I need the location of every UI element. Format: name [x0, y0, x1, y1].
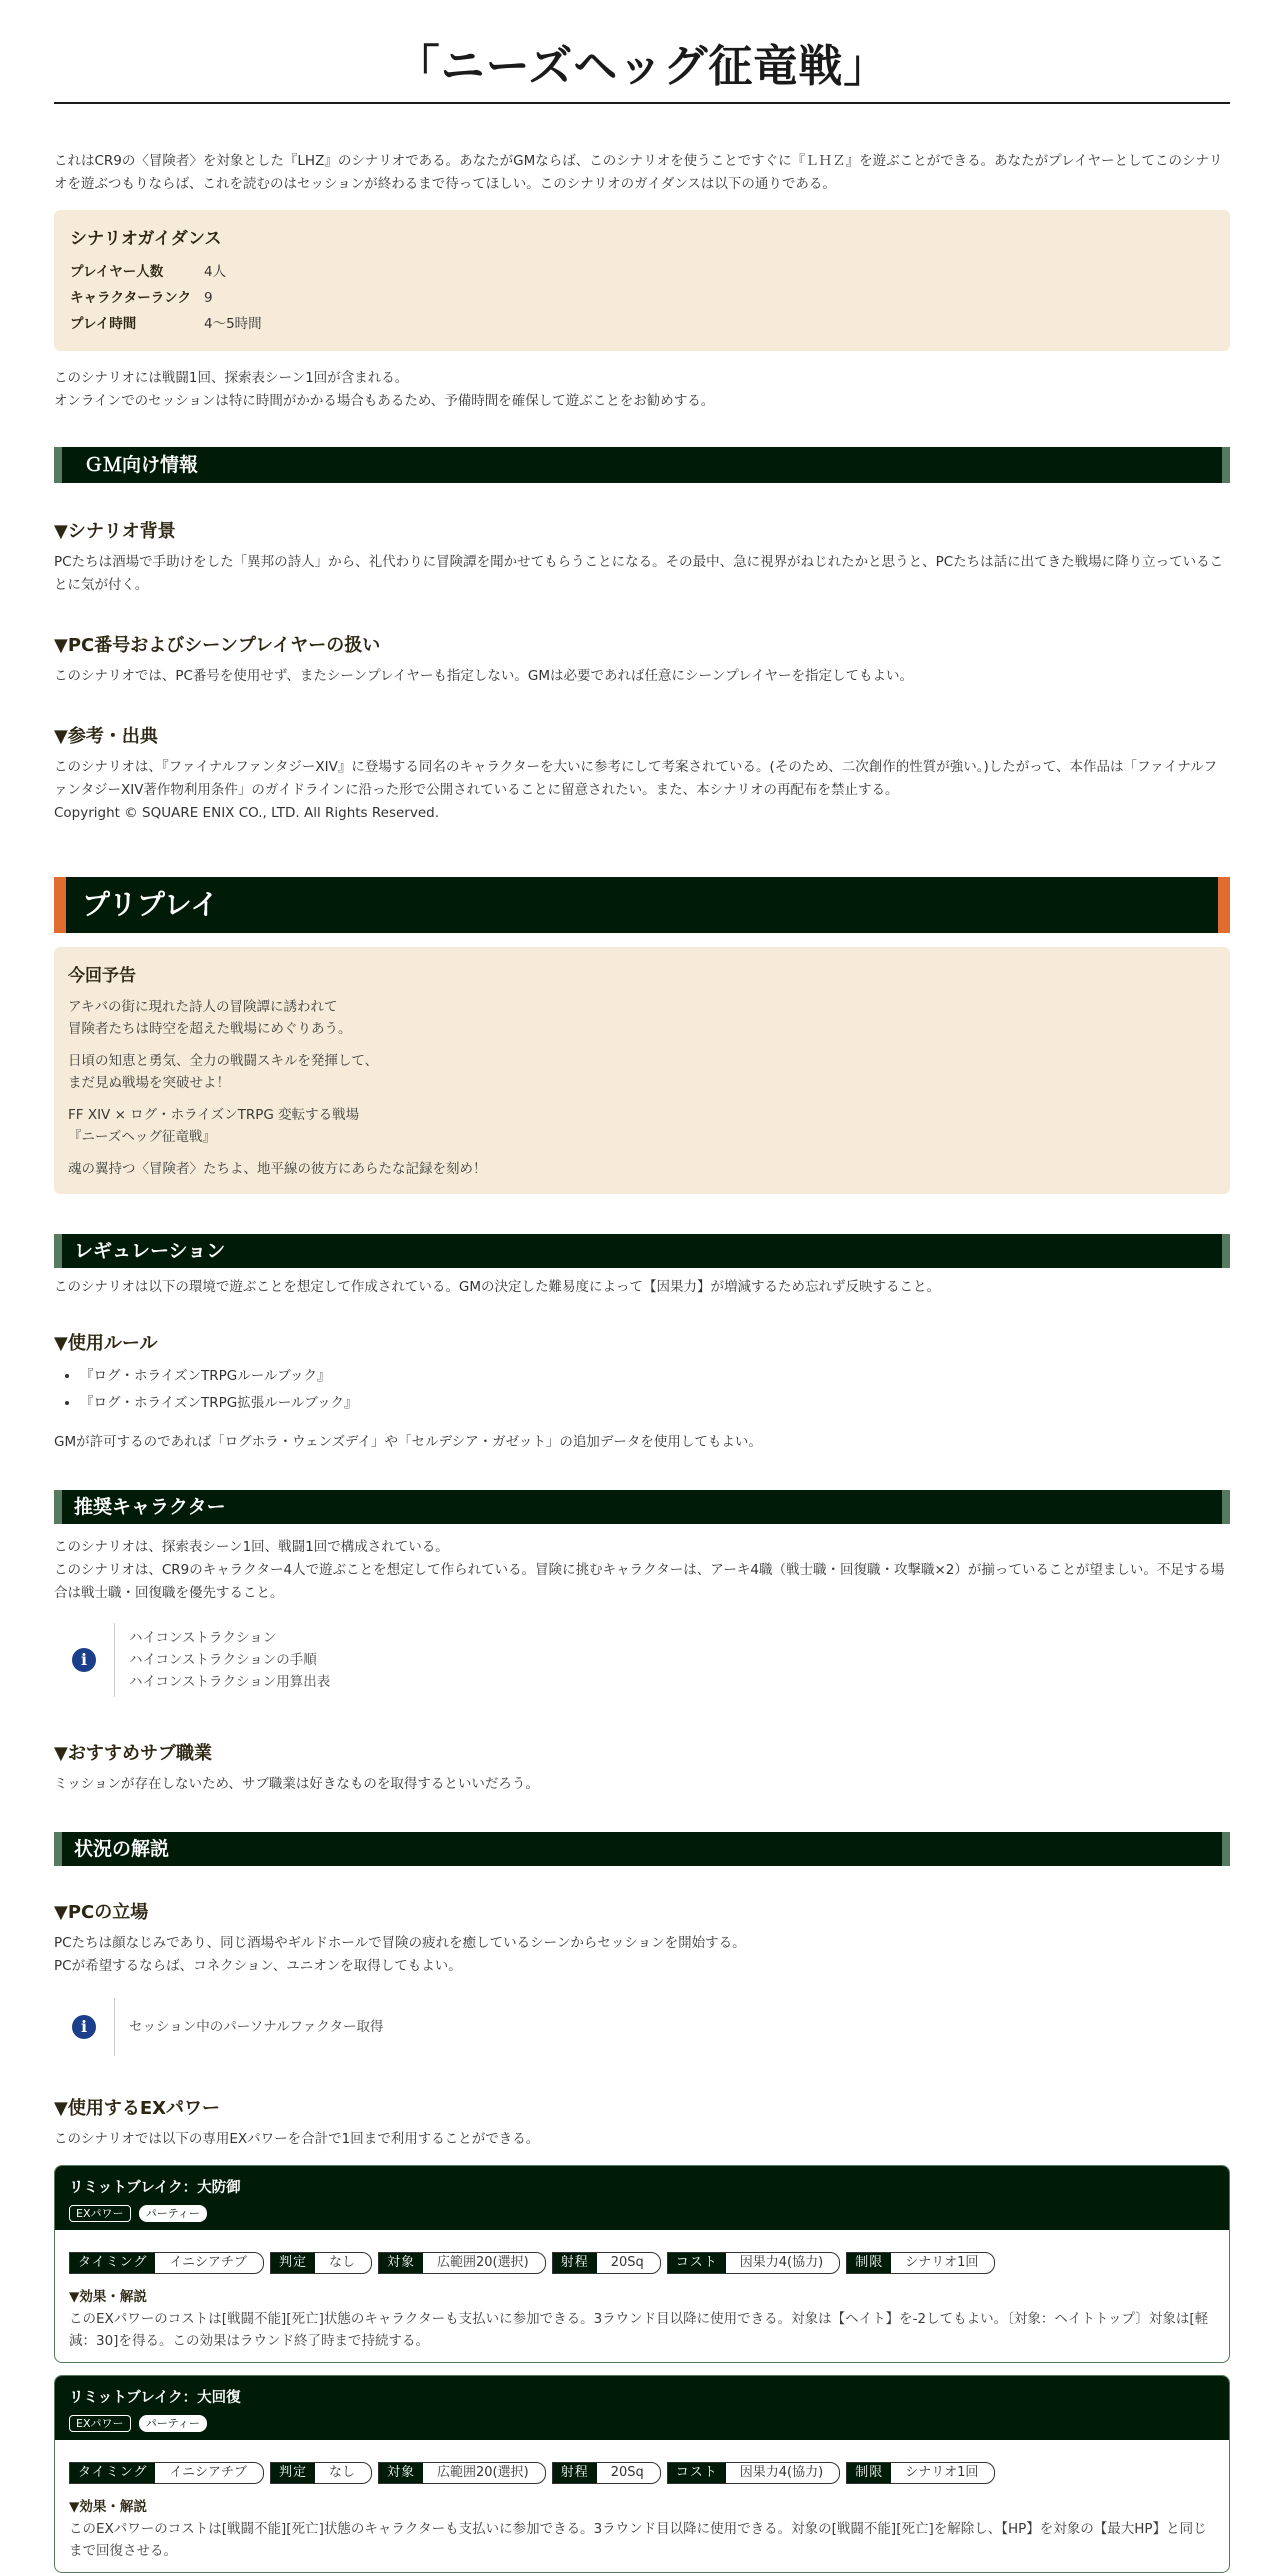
- guidance-row: [70, 259, 1214, 285]
- preview-line: 魂の翼持つ〈冒険者〉たちよ、地平線の彼方にあらたな記録を刻め！: [68, 1161, 487, 1177]
- info-icon: i: [72, 2015, 96, 2039]
- info-lines: [115, 1623, 344, 1697]
- section-heading-gm: ＧＭ向け情報: [54, 447, 1230, 483]
- guidance-row: [70, 311, 1214, 337]
- copyright-text: Copyright © SQUARE ENIX CO., LTD. All Rights Reserved.: [54, 805, 440, 821]
- preview-paragraph: [68, 1050, 1216, 1094]
- ex-power-header: [55, 2376, 1229, 2440]
- param-value: 広範囲20(選択): [437, 2465, 529, 2480]
- section-heading-preplay: プリプレイ: [54, 877, 1230, 933]
- param-timing: [69, 2252, 264, 2274]
- info-icon-wrapper: [54, 1623, 115, 1697]
- gm-pc-number: [54, 631, 1230, 688]
- rules-list: [54, 1363, 1230, 1417]
- param-value: なし: [328, 2255, 355, 2270]
- ex-power-section: [54, 2094, 1230, 2151]
- preview-line: 日頃の知恵と勇気、全力の戦闘スキルを発揮して、: [68, 1053, 379, 1069]
- param-key: 制限: [847, 2463, 891, 2483]
- preview-title: 今回予告: [68, 966, 136, 986]
- info-icon-wrapper: [54, 1998, 115, 2056]
- ex-power-tag: パーティー: [139, 2205, 207, 2222]
- info-link[interactable]: ハイコンストラクション用算出表: [129, 1674, 331, 1690]
- sub-class-section: [54, 1739, 1230, 1796]
- info-box-construction: [54, 1623, 1230, 1697]
- ex-power-name: リミットブレイク：大防御: [69, 2180, 241, 2196]
- guidance-value: 4人: [204, 264, 227, 280]
- param-check: [270, 2252, 372, 2274]
- section-heading-recommended: 推奨キャラクター: [54, 1490, 1230, 1524]
- gm-background: [54, 517, 1230, 597]
- rule-item: • 『ログ・ホライズンTRPG拡張ルールブック』: [80, 1390, 1230, 1417]
- param-limit: [846, 2252, 995, 2274]
- param-value: 20Sq: [610, 2255, 644, 2270]
- preview-line: アキバの街に現れた詩人の冒険譚に誘われて: [68, 999, 338, 1015]
- preview-line: 『ニーズヘッグ征竜戦』: [68, 1129, 216, 1145]
- intro-text: これはCR9の〈冒険者〉を対象とした『LHZ』のシナリオである。あなたがGMならば、このシナリオを使うことですぐに『ＬＨＺ』を遊ぶことができる。あなたがプレイヤーとしてこのシナリオを遊ぶつもりならば、これを読むのはセッションが終わるまで待ってほしい。このシナリオのガイダンスは以下の通りである。: [54, 153, 1223, 192]
- param-key: 射程: [553, 2253, 597, 2273]
- param-value: 因果力4(協力): [739, 2465, 824, 2480]
- ex-power-name: リミットブレイク：大回復: [69, 2390, 241, 2406]
- guidance-value: 9: [204, 290, 213, 306]
- gm-reference: [54, 722, 1230, 825]
- param-limit: [846, 2462, 995, 2484]
- ex-power-card: [54, 2165, 1230, 2363]
- guidance-value: 4～5時間: [204, 316, 262, 332]
- subheading-reference: ▼参考・出典: [54, 726, 158, 747]
- subheading-ex-power: ▼使用するEXパワー: [54, 2098, 221, 2119]
- subheading-background: ▼シナリオ背景: [54, 521, 176, 542]
- param-range: [552, 2462, 661, 2484]
- guidance-box: [54, 210, 1230, 351]
- guidance-key: プレイヤー人数: [70, 264, 164, 280]
- note-line: オンラインでのセッションは特に時間がかかる場合もあるため、予備時間を確保して遊ぶことをお勧めする。: [54, 393, 715, 409]
- pc-position-line: PCが希望するならば、コネクション、ユニオンを取得してもよい。: [54, 1958, 462, 1974]
- param-value: イニシアチブ: [169, 2255, 247, 2270]
- ex-power-body: [55, 2230, 1229, 2362]
- recommended-line: このシナリオは、CR9のキャラクター4人で遊ぶことを想定して作られている。冒険に挑むキャラクターは、アーキ4職（戦士職・回復職・攻撃職×2）が揃っていることが望ましい。不足する場合は戦士職・回復職を優先すること。: [54, 1562, 1225, 1601]
- preview-paragraph: [68, 1158, 1216, 1180]
- rule-item: • 『ログ・ホライズンTRPGルールブック』: [80, 1363, 1230, 1390]
- param-cost: [667, 2252, 840, 2274]
- rules-section: [54, 1329, 1230, 1454]
- reference-text: このシナリオは、『ファイナルファンタジーXIV』に登場する同名のキャラクターを大いに参考にして考案されている。(そのため、二次創作的性質が強い。)したがって、本作品は「ファイナルファンタジーXIV著作物利用条件」のガイドラインに沿った形で公開されていることに留意されたい。また、本シナリオの再配布を禁止する。: [54, 759, 1218, 798]
- note-line: このシナリオには戦闘1回、探索表シーン1回が含まれる。: [54, 370, 409, 386]
- ex-power-params: [69, 2462, 1215, 2484]
- param-key: 判定: [271, 2463, 315, 2483]
- param-value: 20Sq: [610, 2465, 644, 2480]
- guidance-key: キャラクターランク: [70, 290, 191, 306]
- section-heading-regulation: レギュレーション: [54, 1234, 1230, 1268]
- effect-title: ▼効果・解説: [69, 2289, 147, 2305]
- param-check: [270, 2462, 372, 2484]
- info-icon: i: [72, 1648, 96, 1672]
- info-link[interactable]: セッション中のパーソナルファクター取得: [129, 2019, 384, 2035]
- guidance-title: シナリオガイダンス: [70, 229, 222, 249]
- param-value: シナリオ1回: [905, 2255, 979, 2270]
- preview-paragraph: [68, 996, 1216, 1040]
- info-link[interactable]: ハイコンストラクション: [129, 1630, 277, 1646]
- subheading-pc-number: ▼PC番号およびシーンプレイヤーの扱い: [54, 635, 381, 656]
- ex-power-header: [55, 2166, 1229, 2230]
- subheading-pc-position: ▼PCの立場: [54, 1902, 149, 1923]
- info-lines: [115, 1998, 397, 2056]
- page-title: 「ニーズヘッグ征竜戦」: [54, 0, 1230, 104]
- ex-power-params: [69, 2252, 1215, 2274]
- preview-paragraph: [68, 1104, 1216, 1148]
- param-target: [378, 2252, 546, 2274]
- effect-text: このEXパワーのコストは[戦闘不能][死亡]状態のキャラクターも支払いに参加できる。3ラウンド目以降に使用できる。対象の[戦闘不能][死亡]を解除し、【HP】を対象の【最大HP】と同じまで回復させる。: [69, 2521, 1207, 2559]
- param-key: 判定: [271, 2253, 315, 2273]
- param-range: [552, 2252, 661, 2274]
- param-timing: [69, 2462, 264, 2484]
- subheading-sub-class: ▼おすすめサブ職業: [54, 1743, 213, 1764]
- recommended-text: [54, 1536, 1230, 1605]
- preview-line: 冒険者たちは時空を超えた戦場にめぐりあう。: [68, 1021, 352, 1037]
- guidance-row: [70, 285, 1214, 311]
- sub-class-text: ミッションが存在しないため、サブ職業は好きなものを取得するといいだろう。: [54, 1776, 539, 1792]
- background-text: PCたちは酒場で手助けをした「異邦の詩人」から、礼代わりに冒険譚を聞かせてもらうことになる。その最中、急に視界がねじれたかと思うと、PCたちは話に出てきた戦場に降り立っていることに気が付く。: [54, 554, 1224, 593]
- info-box-personal-factor: [54, 1998, 1230, 2056]
- param-key: 対象: [379, 2253, 423, 2273]
- preview-line: まだ見ぬ戦場を突破せよ！: [68, 1075, 230, 1091]
- param-key: 制限: [847, 2253, 891, 2273]
- effect-title: ▼効果・解説: [69, 2499, 147, 2515]
- ex-power-body: [55, 2440, 1229, 2572]
- param-target: [378, 2462, 546, 2484]
- section-heading-situation: 状況の解説: [54, 1832, 1230, 1866]
- preview-line: FF XIV × ログ・ホライズンTRPG 変転する戦場: [68, 1107, 360, 1123]
- param-key: コスト: [668, 2463, 726, 2483]
- guidance-key: プレイ時間: [70, 316, 137, 332]
- regulation-text: このシナリオは以下の環境で遊ぶことを想定して作成されている。GMの決定した難易度によって【因果力】が増減するため忘れず反映すること。: [54, 1279, 940, 1295]
- ex-power-tag: EXパワー: [69, 2415, 131, 2432]
- param-value: 広範囲20(選択): [437, 2255, 529, 2270]
- param-key: コスト: [668, 2253, 726, 2273]
- param-value: 因果力4(協力): [739, 2255, 824, 2270]
- param-key: 対象: [379, 2463, 423, 2483]
- param-value: なし: [328, 2465, 355, 2480]
- recommended-line: このシナリオは、探索表シーン1回、戦闘1回で構成されている。: [54, 1539, 449, 1555]
- effect-text: このEXパワーのコストは[戦闘不能][死亡]状態のキャラクターも支払いに参加できる。3ラウンド目以降に使用できる。対象は【ヘイト】を-2してもよい。〔対象：ヘイトトップ〕対象は[軽減：30]を得る。この効果はラウンド終了時まで持続する。: [69, 2311, 1209, 2349]
- param-key: タイミング: [70, 2463, 155, 2483]
- rules-extra-text: GMが許可するのであれば「ログホラ・ウェンズデイ」や「セルデシア・ガゼット」の追加データを使用してもよい。: [54, 1434, 762, 1450]
- ex-power-tag: EXパワー: [69, 2205, 131, 2222]
- pc-position-line: PCたちは顔なじみであり、同じ酒場やギルドホールで冒険の疲れを癒しているシーンからセッションを開始する。: [54, 1935, 746, 1951]
- param-value: シナリオ1回: [905, 2465, 979, 2480]
- param-value: イニシアチブ: [169, 2465, 247, 2480]
- info-link[interactable]: ハイコンストラクションの手順: [129, 1652, 317, 1668]
- ex-power-card: [54, 2375, 1230, 2573]
- pc-number-text: このシナリオでは、PC番号を使用せず、またシーンプレイヤーも指定しない。GMは必要であれば任意にシーンプレイヤーを指定してもよい。: [54, 668, 913, 684]
- subheading-rules: ▼使用ルール: [54, 1333, 158, 1354]
- param-key: 射程: [553, 2463, 597, 2483]
- pc-position-section: [54, 1898, 1230, 1978]
- scenario-notes: [54, 367, 1230, 413]
- preview-box: [54, 947, 1230, 1194]
- param-cost: [667, 2462, 840, 2484]
- ex-power-text: このシナリオでは以下の専用EXパワーを合計で1回まで利用することができる。: [54, 2131, 540, 2147]
- param-key: タイミング: [70, 2253, 155, 2273]
- ex-power-tag: パーティー: [139, 2415, 207, 2432]
